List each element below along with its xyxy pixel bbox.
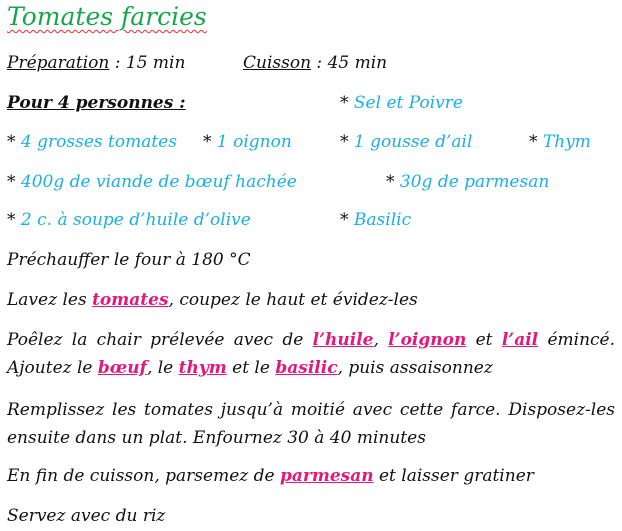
keyword-parmesan: parmesan [279,466,374,486]
step-text: Poêlez la chair prélevée avec de [7,330,313,350]
ingredient-thym [529,132,591,152]
step-text: , coupez le haut et évidez-les [168,290,418,310]
keyword-huile: l’huile [312,330,374,350]
keyword-oignon: l’oignon [388,330,467,350]
ingredient-viande [7,172,297,192]
recipe-title: Tomates farcies [7,2,207,31]
prep-time [7,53,185,73]
bullet: * [7,132,16,152]
step-text: , [373,330,389,350]
step-wash [7,286,615,314]
keyword-ail: l’ail [501,330,539,350]
step-sprinkle [7,462,615,490]
ingredient-text: Basilic [348,210,412,230]
cook-time [243,53,387,73]
step-preheat: Préchauffer le four à 180 °C [7,250,251,270]
cook-label: Cuisson [243,53,312,73]
step-text: et laisser gratiner [373,466,534,486]
ingredient-text: 2 c. à soupe d’huile d’olive [15,210,251,230]
step-text: En fin de cuisson, parsemez de [7,466,280,486]
ingredient-text: 400g de viande de bœuf hachée [15,172,297,192]
bullet: * [340,93,349,113]
ingredient-oignon [203,132,292,152]
ingredient-tomates [7,132,177,152]
step-text: Lavez les [7,290,93,310]
keyword-thym: thym [178,358,227,378]
ingredient-ail [340,132,472,152]
bullet: * [7,172,16,192]
cook-value: : 45 min [311,53,388,73]
bullet: * [340,132,349,152]
prep-label: Préparation [7,53,110,73]
bullet: * [529,132,538,152]
bullet: * [340,210,349,230]
ingredient-text: Sel et Poivre [348,93,463,113]
ingredient-huile [7,210,251,230]
step-text: , le [146,358,179,378]
step-text: émincé. Ajoutez le [7,330,615,378]
ingredient-parmesan [386,172,549,192]
bullet: * [7,210,16,230]
step-text: , puis assaisonnez [337,358,493,378]
ingredient-text: 4 grosses tomates [15,132,177,152]
step-text: et [466,330,502,350]
bullet: * [386,172,395,192]
ingredient-basilic [340,210,411,230]
step-fry [7,326,615,382]
servings-label: Pour 4 personnes : [7,93,186,113]
step-fill: Remplissez les tomates jusqu’à moitié avec cette farce. Disposez-les ensuite dans un plat. Enfournez 30 à 40 minutes [7,400,615,448]
step-text: et le [226,358,276,378]
ingredient-text: Thym [537,132,591,152]
keyword-boeuf: bœuf [97,358,147,378]
step-serve: Servez avec du riz [7,506,166,526]
keyword-tomates: tomates [92,290,169,310]
keyword-basilic: basilic [275,358,338,378]
bullet: * [203,132,212,152]
ingredient-text: 1 gousse d’ail [348,132,473,152]
ingredient-text: 30g de parmesan [394,172,550,192]
ingredient-sel-poivre [340,93,463,113]
prep-value: : 15 min [109,53,186,73]
ingredient-text: 1 oignon [211,132,292,152]
